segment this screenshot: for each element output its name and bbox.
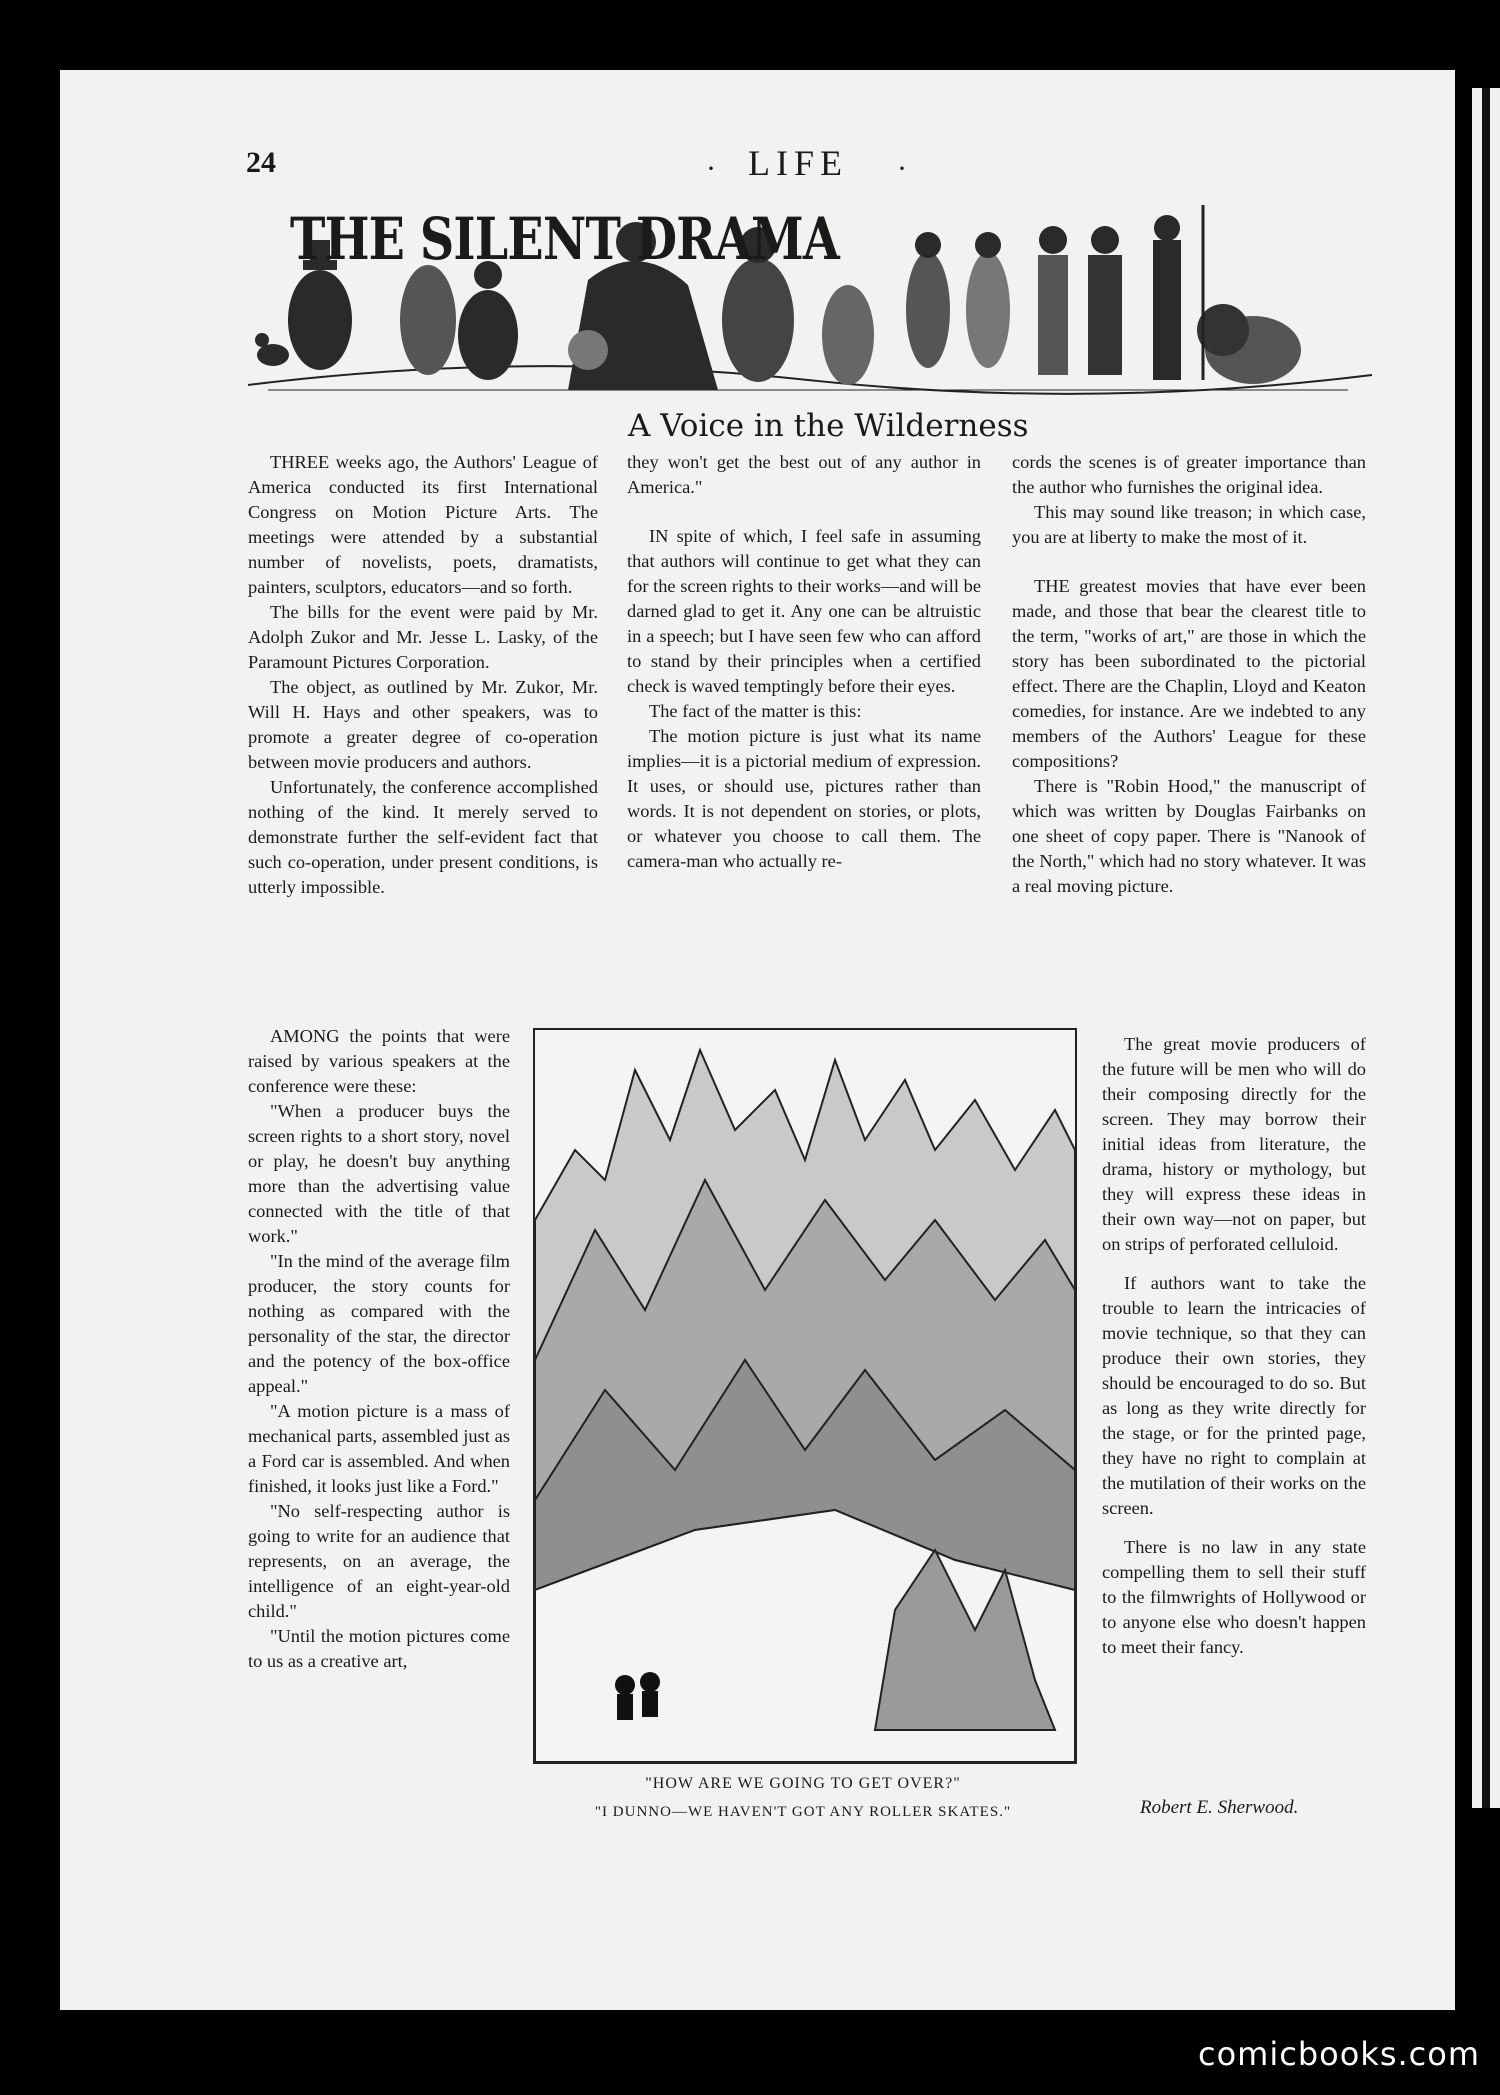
article-headline: A Voice in the Wilderness xyxy=(628,408,1029,444)
watermark-text: comicbooks.com xyxy=(1197,2035,1480,2073)
paragraph: Unfortunately, the conference accomplished nothing of the kind. It merely served to demonstrate further the self-evident fact that such co-operation, under present conditions, is utterly impossible. xyxy=(248,777,598,897)
paragraph: The great movie producers of the future will be men who will do their composing directly for the screen. They may borrow their initial ideas from literature, the drama, history or mythology, but they will express these ideas in their own way—not on paper, but on strips of perforated celluloid. xyxy=(1102,1034,1366,1254)
article-column-3 xyxy=(1012,450,1366,899)
quote-paragraph: "A motion picture is a mass of mechanical parts, assembled just as a Ford car is assembled. And when finished, it looks just like a Ford." xyxy=(248,1401,510,1496)
paragraph: This may sound like treason; in which case, you are at liberty to make the most of it. xyxy=(1012,502,1366,547)
quote-paragraph: "In the mind of the average film producer, the story counts for nothing as compared with the personality of the star, the director and the potency of the box-office appeal." xyxy=(248,1251,510,1396)
illustration-caption-answer: "I DUNNO—WE HAVEN'T GOT ANY ROLLER SKATES." xyxy=(594,1804,1012,1820)
quote-paragraph: "Until the motion pictures come to us as a creative art, xyxy=(248,1626,510,1671)
paragraph: The bills for the event were paid by Mr. Adolph Zukor and Mr. Jesse L. Lasky, of the Paramount Pictures Corporation. xyxy=(248,602,598,672)
article-column-2 xyxy=(627,450,981,874)
paragraph: cords the scenes is of greater importance than the author who furnishes the original idea. xyxy=(1012,452,1366,497)
paragraph: There is "Robin Hood," the manuscript of which was written by Douglas Fairbanks on one sheet of copy paper. There is "Nanook of the North," which had no story whatever. It was a real moving picture. xyxy=(1012,776,1366,896)
paragraph: The object, as outlined by Mr. Zukor, Mr. Will H. Hays and other speakers, was to promote a greater degree of co-operation between movie producers and authors. xyxy=(248,677,598,772)
adjacent-page-edge xyxy=(1472,88,1500,1808)
paragraph: The motion picture is just what its name implies—it is a pictorial medium of expression. It uses, or should use, pictures rather than words. It is not dependent on stories, or plots, or whatever you choose to call them. The camera-man who actually re- xyxy=(627,726,981,871)
article-column-1-lower xyxy=(248,1024,510,1674)
masthead: LIFE xyxy=(748,143,848,183)
masthead-dot-right: · xyxy=(897,152,907,185)
masthead-dot-left: · xyxy=(706,152,716,185)
quote-paragraph: "No self-respecting author is going to write for an audience that represents, on an average, the intelligence of an eight-year-old child." xyxy=(248,1501,510,1621)
paragraph: There is no law in any state compelling them to sell their stuff to the filmwrights of Hollywood or to anyone else who doesn't happen to meet their fancy. xyxy=(1102,1537,1366,1657)
quote-paragraph: "When a producer buys the screen rights to a short story, novel or play, he doesn't buy anything more than the advertising value connected with the title of that work." xyxy=(248,1101,510,1246)
paragraph: AMONG the points that were raised by various speakers at the conference were these: xyxy=(248,1026,510,1096)
paragraph: If authors want to take the trouble to learn the intricacies of movie technique, so that they can produce their own stories, they should be encouraged to do so. But as long as they write directly for the stage, or for the printed page, they have no right to complain at the mutilation of their works on the screen. xyxy=(1102,1273,1366,1518)
paragraph: The fact of the matter is this: xyxy=(649,701,862,721)
mountain-cartoon-illustration xyxy=(533,1028,1077,1764)
article-column-1 xyxy=(248,450,598,900)
illustration-caption-question: "HOW ARE WE GOING TO GET OVER?" xyxy=(645,1775,961,1792)
article-column-3-lower xyxy=(1102,1032,1366,1660)
banner-title: THE SILENT DRAMA xyxy=(290,205,839,273)
paragraph: THREE weeks ago, the Authors' League of America conducted its first International Congress on Motion Picture Arts. The meetings were attended by a substantial number of novelists, poets, dramatists, painters, sculptors, educators—and so forth. xyxy=(248,452,598,597)
page-number: 24 xyxy=(246,146,276,179)
paragraph: THE greatest movies that have ever been made, and those that bear the clearest title to the term, "works of art," are those in which the story has been subordinated to the pictorial effect. There are the Chaplin, Lloyd and Keaton comedies, for instance. Are we indebted to any members of the Authors' League for these compositions? xyxy=(1012,576,1366,771)
paragraph: they won't get the best out of any author in America." xyxy=(627,452,981,497)
paragraph: IN spite of which, I feel safe in assuming that authors will continue to get what they can for the screen rights to their works—and will be darned glad to get it. Any one can be altruistic in a speech; but I have seen few who can afford to stand by their principles when a certified check is waved temptingly before their eyes. xyxy=(627,526,981,696)
author-signature: Robert E. Sherwood. xyxy=(1140,1797,1299,1818)
